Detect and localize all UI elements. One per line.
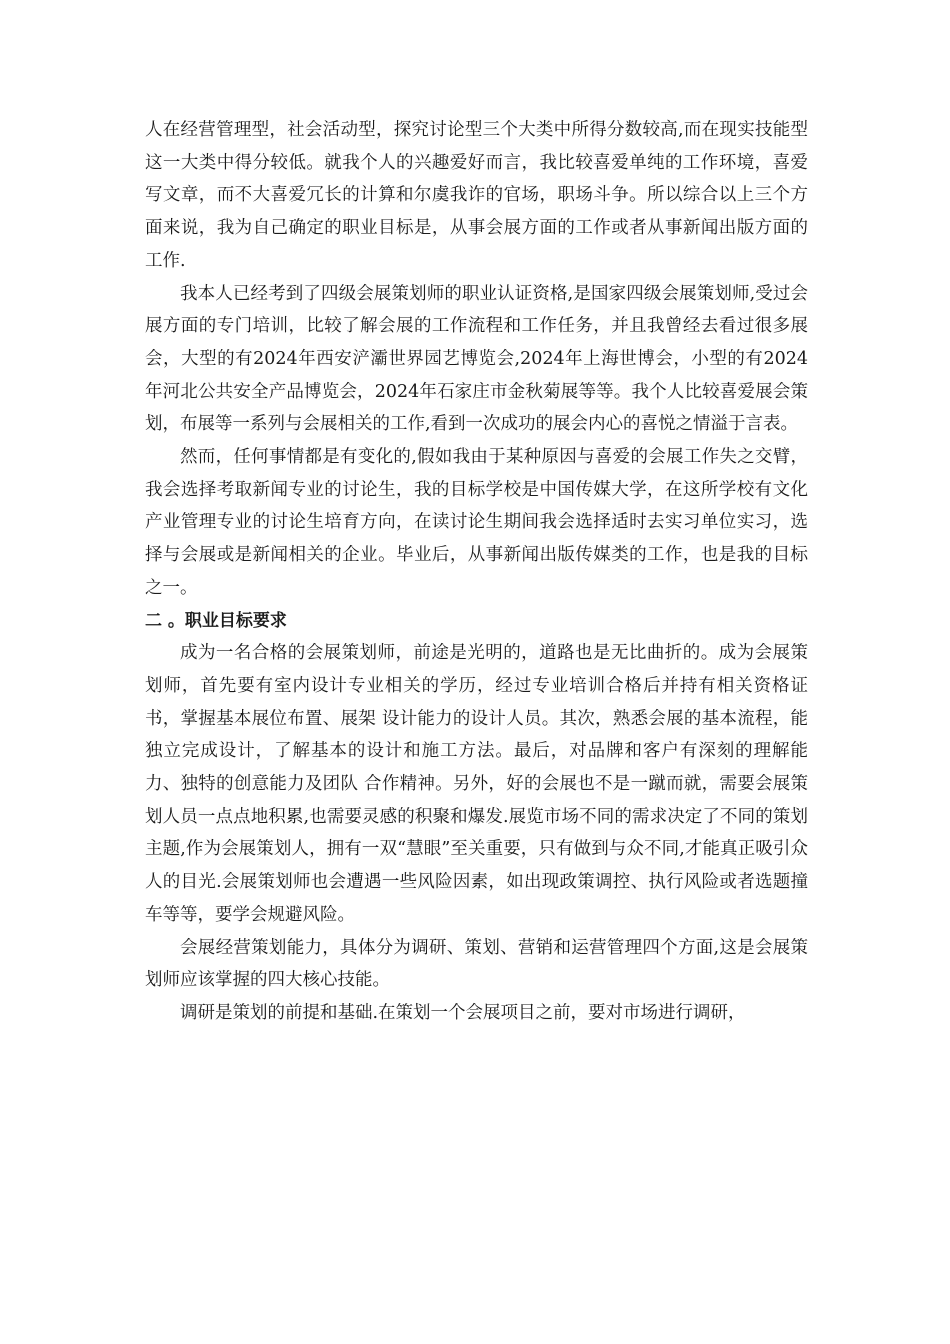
section-heading: 二 。职业目标要求 (145, 610, 287, 631)
paragraph-core-skills: 会展经营策划能力，具体分为调研、策划、营销和运营管理四个方面,这是会展策划师应该掌握的四大核心技能。 (145, 937, 808, 991)
document-page (145, 114, 808, 1030)
paragraph-qualification: 我本人已经考到了四级会展策划师的职业认证资格,是国家四级会展策划师,受过会展方面的专门培训，比较了解会展的工作流程和工作任务，并且我曾经去看过很多展会，大型的有2024年西安浐灞世界园艺博览会,2024年上海世博会，小型的有2024年河北公共安全产品博览会，2024年石家庄市金秋菊展等等。我个人比较喜爱展会策划，布展等一系列与会展相关的工作,看到一次成功的展会内心的喜悦之情溢于言表。 (145, 283, 808, 435)
paragraph-career-interest: 人在经营管理型，社会活动型，探究讨论型三个大类中所得分数较高,而在现实技能型这一大类中得分较低。就我个人的兴趣爱好而言，我比较喜爱单纯的工作环境，喜爱写文章，而不大喜爱冗长的计算和尔虞我诈的官场，职场斗争。所以综合以上三个方面来说，我为自己确定的职业目标是，从事会展方面的工作或者从事新闻出版方面的工作. (145, 120, 808, 271)
paragraph-research: 调研是策划的前提和基础.在策划一个会展项目之前，要对市场进行调研， (180, 1002, 746, 1023)
paragraph-requirements: 成为一名合格的会展策划师，前途是光明的，道路也是无比曲折的。成为会展策划师，首先要有室内设计专业相关的学历，经过专业培训合格后并持有相关资格证书，掌握基本展位布置、展架 设计能力的设计人员。其次，熟悉会展的基本流程，能独立完成设计，了解基本的设计和施工方法。最后，对品牌和客户有深刻的理解能力、独特的创意能力及团队 合作精神。另外，好的会展也不是一蹴而就，需要会展策划人员一点点地积累,也需要灵感的积聚和爆发.展览市场不同的需求决定了不同的策划主题,作为会展策划人，拥有一双“慧眼”至关重要，只有做到与众不同,才能真正吸引众人的目光.会展策划师也会遭遇一些风险因素，如出现政策调控、执行风险或者选题撞车等等，要学会规避风险。 (145, 643, 808, 925)
paragraph-alternative-plan: 然而，任何事情都是有变化的,假如我由于某种原因与喜爱的会展工作失之交臂，我会选择考取新闻专业的讨论生，我的目标学校是中国传媒大学，在这所学校有文化产业管理专业的讨论生培育方向，在读讨论生期间我会选择适时去实习单位实习，选择与会展或是新闻相关的企业。毕业后，从事新闻出版传媒类的工作，也是我的目标之一。 (145, 447, 808, 598)
